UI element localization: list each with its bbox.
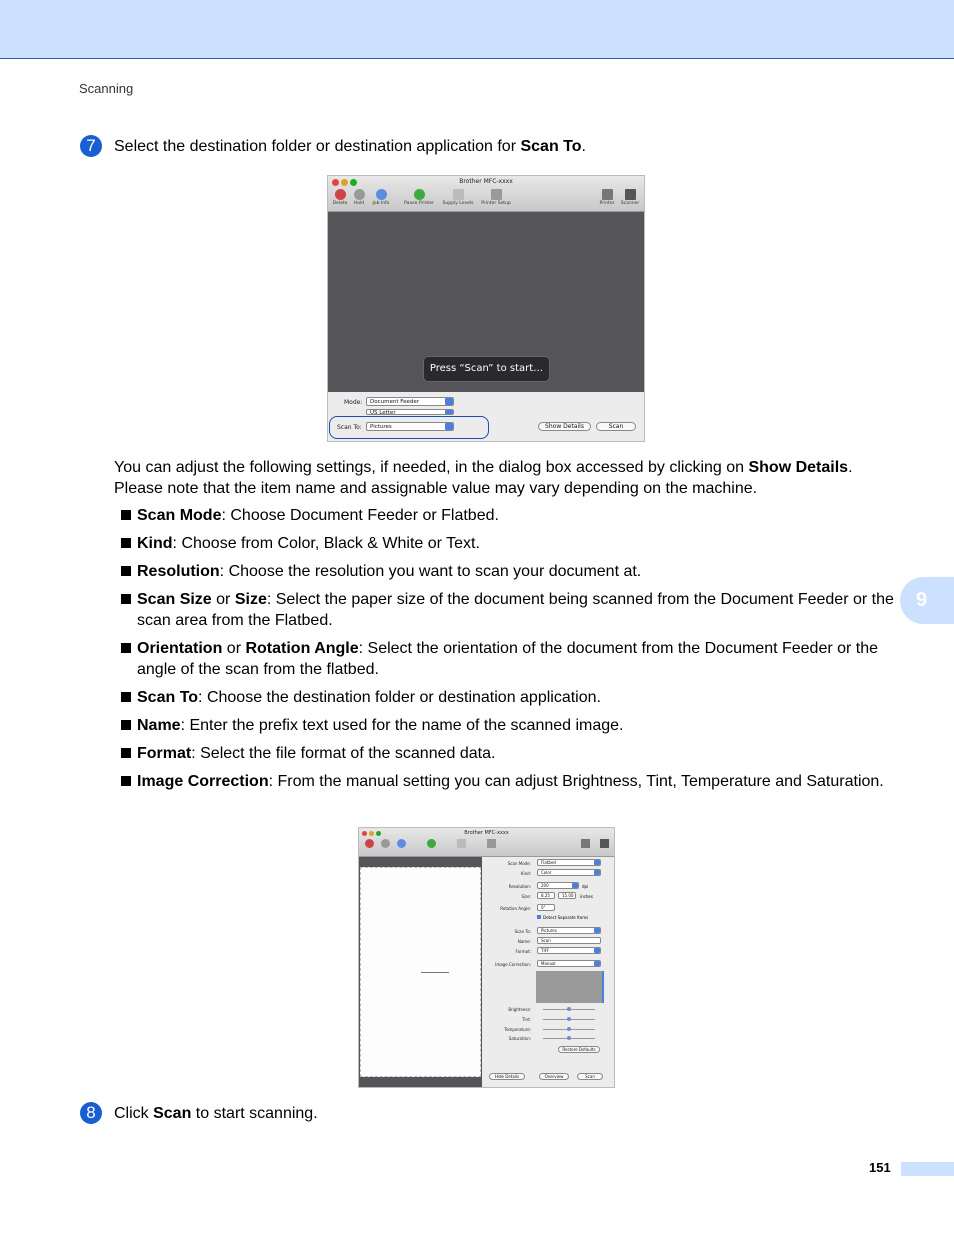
resolution-popup[interactable]: 200 xyxy=(537,882,579,889)
size-label: Size: xyxy=(521,894,531,899)
header-band xyxy=(0,0,954,59)
kind-label: Kind: xyxy=(520,871,531,876)
supply-levels-button[interactable]: Supply Levels xyxy=(440,189,476,206)
scan-to-label: Scan To: xyxy=(514,929,531,934)
overview-button[interactable]: Overview xyxy=(539,1073,569,1080)
show-details-button[interactable]: Show Details xyxy=(538,422,591,431)
name-label: Name: xyxy=(517,939,531,944)
window-title: Brother MFC-xxxx xyxy=(464,830,509,836)
list-item: Scan Mode: Choose Document Feeder or Flatbed. xyxy=(121,505,901,526)
detect-separate-checkbox[interactable]: Detect Separate Items xyxy=(537,915,588,920)
slider-knob[interactable] xyxy=(567,1036,571,1040)
pause-icon[interactable] xyxy=(427,839,436,848)
list-item: Format: Select the file format of the scanned data. xyxy=(121,743,901,764)
scanner-details-screenshot xyxy=(358,827,615,1088)
scan-preview-page xyxy=(360,867,481,1077)
image-correction-label: Image Correction: xyxy=(495,962,531,967)
restore-defaults-button[interactable]: Restore Defaults xyxy=(558,1046,600,1053)
delete-icon xyxy=(335,189,346,200)
chevron-down-icon xyxy=(594,928,600,933)
scan-button[interactable]: Scan xyxy=(577,1073,603,1080)
delete-icon[interactable] xyxy=(365,839,374,848)
list-item: Kind: Choose from Color, Black & White or Text. xyxy=(121,533,901,554)
scanner-button[interactable]: Scanner xyxy=(619,189,641,206)
temperature-label: Temperature: xyxy=(504,1027,531,1032)
saturation-label: Saturation: xyxy=(508,1036,531,1041)
delete-button[interactable]: Delete xyxy=(331,189,349,206)
rotation-label: Rotation Angle: xyxy=(500,906,531,911)
printer-setup-icon[interactable] xyxy=(487,839,496,848)
running-header: Scanning xyxy=(79,81,134,96)
size-width-field[interactable]: 8.25 xyxy=(537,892,555,899)
preview-area xyxy=(328,212,644,392)
mode-popup[interactable]: Document Feeder xyxy=(366,397,454,406)
intro-paragraph xyxy=(114,457,904,499)
pause-printer-button[interactable]: Pause Printer xyxy=(401,189,437,206)
list-item: Name: Enter the prefix text used for the name of the scanned image. xyxy=(121,715,901,736)
window-toolbar xyxy=(328,176,644,212)
printer-setup-button[interactable]: Printer Setup xyxy=(478,189,514,206)
resolution-label: Resolution: xyxy=(508,884,531,889)
format-label: Format: xyxy=(515,949,531,954)
chevron-down-icon xyxy=(594,961,600,966)
details-panel xyxy=(483,857,614,1087)
hold-icon xyxy=(354,189,365,200)
chevron-down-icon xyxy=(445,410,453,415)
tint-label: Tint: xyxy=(522,1017,531,1022)
step-number-8: 8 xyxy=(80,1102,102,1124)
window-toolbar xyxy=(359,828,614,857)
scanner-icon xyxy=(625,189,636,200)
scan-to-popup[interactable]: Pictures xyxy=(366,422,454,431)
chevron-down-icon xyxy=(572,883,578,888)
slider-knob[interactable] xyxy=(567,1017,571,1021)
pause-icon xyxy=(414,189,425,200)
temperature-slider[interactable] xyxy=(543,1029,595,1030)
supply-levels-icon xyxy=(453,189,464,200)
chevron-down-icon xyxy=(594,948,600,953)
job-info-button[interactable]: Job Info xyxy=(370,189,392,206)
step-number-7: 7 xyxy=(80,135,102,157)
settings-list xyxy=(121,505,901,799)
intro-line-2: Please note that the item name and assignable value may vary depending on the machine. xyxy=(114,480,758,497)
list-item: Resolution: Choose the resolution you want to scan your document at. xyxy=(121,561,901,582)
info-icon xyxy=(376,189,387,200)
slider-knob[interactable] xyxy=(567,1027,571,1031)
printer-setup-icon xyxy=(491,189,502,200)
size-unit: inches xyxy=(580,894,593,899)
slider-knob[interactable] xyxy=(567,1007,571,1011)
intro-line-1: You can adjust the following settings, if needed, in the dialog box accessed by clicking on Show Details. xyxy=(114,459,853,476)
kind-popup[interactable]: Color xyxy=(537,869,601,876)
scan-button[interactable]: Scan xyxy=(596,422,636,431)
name-field[interactable]: Scan xyxy=(537,937,601,944)
scan-to-label: Scan To: xyxy=(337,424,362,431)
info-icon[interactable] xyxy=(397,839,406,848)
scanner-window-screenshot xyxy=(327,175,645,442)
resolution-unit: dpi xyxy=(582,884,589,889)
chevron-down-icon xyxy=(445,423,453,430)
chapter-tab: 9 xyxy=(900,577,954,624)
list-item: Scan To: Choose the destination folder or destination application. xyxy=(121,687,901,708)
tint-slider[interactable] xyxy=(543,1019,595,1020)
press-scan-hud: Press “Scan” to start… xyxy=(423,356,550,382)
list-item: Orientation or Rotation Angle: Select the orientation of the document from the Document Feeder or the angle of the scan from the flatbed. xyxy=(121,638,901,680)
brightness-label: Brightness: xyxy=(508,1007,531,1012)
brightness-slider[interactable] xyxy=(543,1009,595,1010)
preview-area xyxy=(359,857,482,1087)
window-title: Brother MFC-xxxx xyxy=(459,178,513,185)
scanner-icon[interactable] xyxy=(600,839,609,848)
hide-details-button[interactable]: Hide Details xyxy=(489,1073,525,1080)
chevron-down-icon xyxy=(445,398,453,405)
chevron-down-icon xyxy=(594,860,600,865)
format-popup[interactable]: TIFF xyxy=(537,947,601,954)
rotation-field[interactable]: 0° xyxy=(537,904,555,911)
crop-handle[interactable] xyxy=(421,972,449,973)
printer-button[interactable]: Printer xyxy=(596,189,618,206)
page-number-bar xyxy=(901,1162,954,1176)
page-number: 151 xyxy=(869,1160,891,1175)
image-correction-popup[interactable]: Manual xyxy=(537,960,601,967)
saturation-slider[interactable] xyxy=(543,1038,595,1039)
scan-mode-label: Scan Mode: xyxy=(507,861,531,866)
checkbox-icon xyxy=(537,915,541,919)
hold-button[interactable]: Hold xyxy=(351,189,367,206)
step-7-text: Select the destination folder or destination application for Scan To. xyxy=(114,138,586,155)
printer-icon xyxy=(602,189,613,200)
size-height-field[interactable]: 15.00 xyxy=(558,892,576,899)
supply-levels-icon[interactable] xyxy=(457,839,466,848)
size-popup[interactable]: US Letter xyxy=(366,409,454,415)
step-8-text: Click Scan to start scanning. xyxy=(114,1105,318,1122)
hold-icon[interactable] xyxy=(381,839,390,848)
mode-label: Mode: xyxy=(344,399,363,406)
list-item: Scan Size or Size: Select the paper size of the document being scanned from the Document Feeder or the scan area from the Flatbed. xyxy=(121,589,901,631)
scan-to-popup[interactable]: Pictures xyxy=(537,927,601,934)
histogram xyxy=(536,971,604,1003)
printer-icon[interactable] xyxy=(581,839,590,848)
scan-mode-popup[interactable]: Flatbed xyxy=(537,859,601,866)
list-item: Image Correction: From the manual setting you can adjust Brightness, Tint, Temperature and Saturation. xyxy=(121,771,901,792)
chevron-down-icon xyxy=(594,870,600,875)
